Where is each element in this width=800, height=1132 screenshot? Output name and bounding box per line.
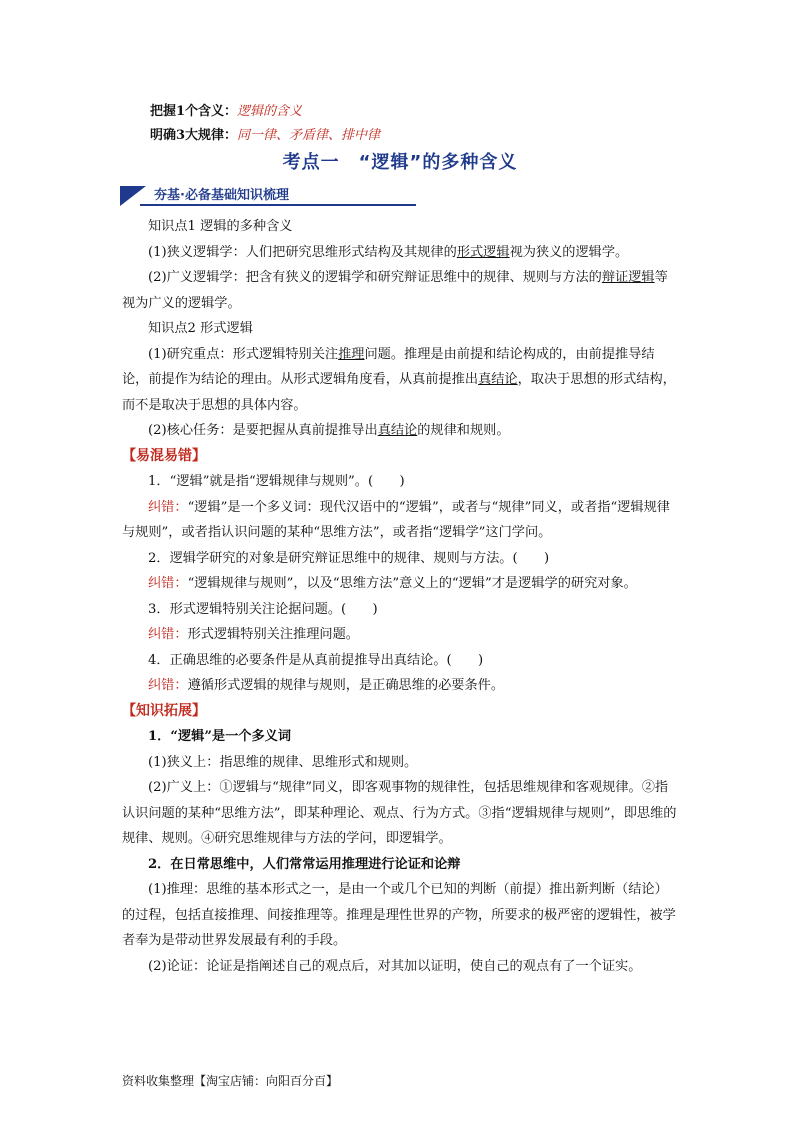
intro-value-1: 逻辑的含义 bbox=[237, 104, 303, 119]
confuse-question-3: 3．形式逻辑特别关注论据问题。( ) bbox=[148, 601, 378, 617]
banner-underline bbox=[140, 204, 416, 206]
k2-para-2: (2)核心任务：是要把握从真前提推导出真结论的规律和规则。 bbox=[148, 423, 510, 438]
expand-s2-para-1: (1)推理：思维的基本形式之一，是由一个或几个已知的判断（前提）推出新判断（结论）的过程，包括直接推理、间接推理等。推理是理性世界的产物，所要求的极严密的逻辑性，被学者奉为是带动世界发展最有利的手段。 bbox=[122, 882, 676, 948]
confuse-fix-2: 纠错：“逻辑规律与规则”，以及“思维方法”意义上的“逻辑”才是逻辑学的研究对象。 bbox=[148, 576, 637, 591]
main-content bbox=[122, 214, 678, 979]
intro-label-1: 把握1个含义： bbox=[150, 104, 238, 119]
confuse-question-1: 1．“逻辑”就是指“逻辑规律与规则”。( ) bbox=[148, 474, 405, 489]
confuse-fix-3: 纠错：形式逻辑特别关注推理问题。 bbox=[148, 627, 359, 642]
expand-s2-para-2: (2)论证：论证是指阐述自己的观点后，对其加以证明，使自己的观点有了一个证实。 bbox=[148, 958, 642, 974]
k1-heading: 知识点1 逻辑的多种含义 bbox=[148, 219, 293, 234]
expand-s1-para-1: (1)狭义上：指思维的规律、思维形式和规则。 bbox=[148, 754, 418, 770]
intro-line-2 bbox=[150, 124, 380, 143]
expand-s1-para-2: (2)广义上：①逻辑与“规律”同义，即客观事物的规律性，包括思维规律和客观规律。②指认识问题的某种“思维方法”，即某种理论、观点、行为方式。③指“逻辑规律与规则”，即思维的规律、规则。④研究思维规律与方法的学问，即逻辑学。 bbox=[122, 780, 677, 846]
section-title: 考点一 “逻辑”的多种含义 bbox=[282, 152, 518, 173]
k1-para-2: (2)广义逻辑学：把含有狭义的逻辑学和研究辩证思维中的规律、规则与方法的辩证逻辑等视为广义的逻辑学。 bbox=[122, 270, 668, 311]
intro-value-2: 同一律、矛盾律、排中律 bbox=[237, 128, 381, 143]
intro-label-2: 明确3大规律： bbox=[150, 128, 238, 143]
confuse-heading: 【易混易错】 bbox=[122, 447, 206, 464]
intro-line-1 bbox=[150, 100, 302, 119]
expand-section-1-title: 1．“逻辑”是一个多义词 bbox=[148, 729, 292, 744]
banner-stripe bbox=[120, 186, 146, 206]
confuse-fix-1: 纠错：“逻辑”是一个多义词：现代汉语中的“逻辑”，或者与“规律”同义，或者指“逻辑规律与规则”，或者指认识问题的某种“思维方法”，或者指“逻辑学”这门学问。 bbox=[122, 499, 670, 540]
k2-para-1: (1)研究重点：形式逻辑特别关注推理问题。推理是由前提和结论构成的，由前提推导结论，前提作为结论的理由。从形式逻辑角度看，从真前提推出真结论，取决于思想的形式结构，而不是取决于思想的具体内容。 bbox=[122, 346, 676, 413]
expand-section-2-title: 2．在日常思维中，人们常常运用推理进行论证和论辩 bbox=[148, 856, 461, 872]
confuse-question-2: 2．逻辑学研究的对象是研究辩证思维中的规律、规则与方法。( ) bbox=[148, 550, 550, 566]
k2-heading: 知识点2 形式逻辑 bbox=[148, 321, 253, 336]
banner-label: 夯基·必备基础知识梳理 bbox=[154, 188, 289, 203]
k1-para-1: (1)狭义逻辑学：人们把研究思维形式结构及其规律的形式逻辑视为狭义的逻辑学。 bbox=[148, 244, 629, 260]
expand-heading: 【知识拓展】 bbox=[122, 702, 206, 719]
section-banner bbox=[120, 186, 416, 206]
confuse-question-4: 4．正确思维的必要条件是从真前提推导出真结论。( ) bbox=[148, 652, 484, 668]
page-footer: 资料收集整理【淘宝店铺：向阳百分百】 bbox=[122, 1074, 339, 1088]
confuse-fix-4: 纠错：遵循形式逻辑的规律与规则，是正确思维的必要条件。 bbox=[148, 678, 505, 693]
